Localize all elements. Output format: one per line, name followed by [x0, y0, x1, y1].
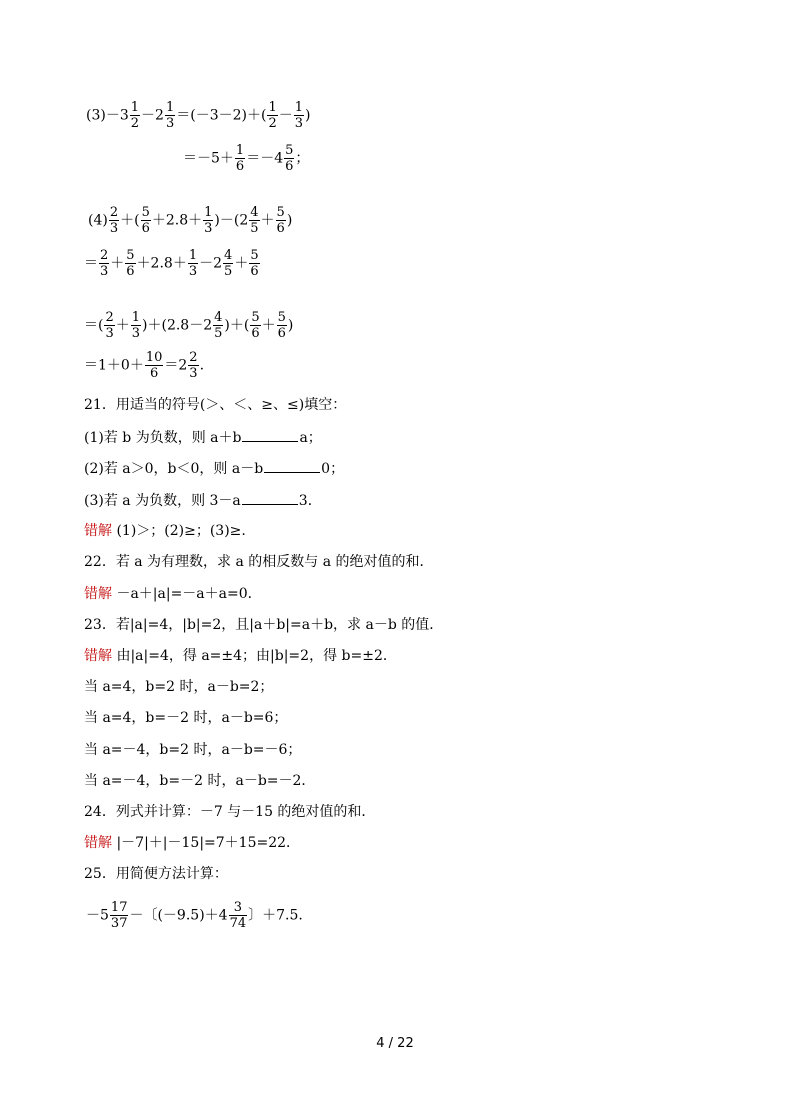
fraction: $\frac{1}{2}$ [130, 100, 140, 131]
problem-4-line-3: ＝( $\frac{2}{3}$ ＋ $\frac{1}{3}$ )＋(2.8－2 $\frac{4}{5}$ )＋( $\frac{5}{6}$ ＋ $\frac{5}{6}$ ) [84, 310, 294, 341]
fraction: $\frac{5}{6}$ [141, 205, 150, 236]
question-23-stem: 23．若|a|=4，|b|=2，且|a＋b|=a＋b，求 a－b 的值． [84, 617, 444, 633]
question-23-case-2: 当 a=4，b=－2 时，a－b=6； [84, 710, 288, 726]
fraction: $\frac{2}{3}$ [100, 248, 109, 279]
fraction: $\frac{1}{6}$ [235, 143, 245, 174]
answer-blank [242, 490, 298, 505]
question-21-item-2: (2)若 a＞0，b＜0，则 a－b 0； [84, 458, 344, 479]
question-25-stem: 25．用简便方法计算： [84, 866, 228, 882]
question-23-case-4: 当 a=－4，b=－2 时，a－b=－2． [84, 773, 316, 789]
wrong-answer-label: 错解 [84, 835, 112, 851]
fraction: $\frac{4}{5}$ [250, 205, 259, 236]
fraction: $\frac{4}{5}$ [224, 248, 233, 279]
fraction: $\frac{3}{74}$ [229, 900, 247, 931]
fraction: $\frac{2}{3}$ [109, 205, 119, 236]
question-23-case-1: 当 a=4，b=2 时，a－b=2； [84, 679, 274, 695]
question-24-wrong-answer: 错解 |－7|＋|－15|=7＋15=22． [84, 835, 301, 851]
fraction: $\frac{5}{6}$ [277, 310, 286, 341]
problem-4-line-4: ＝1＋0＋ $\frac{10}{6}$ ＝2 $\frac{2}{3}$ . [84, 350, 205, 381]
problem-4-line-1: (4) $\frac{2}{3}$ ＋( $\frac{5}{6}$ ＋2.8＋ $\frac{1}{3}$ )－(2 $\frac{4}{5}$ ＋ $\frac{5}{6}$ ) [88, 205, 293, 236]
question-24-stem: 24．列式并计算：－7 与－15 的绝对值的和． [84, 804, 376, 820]
problem-3-line-2: ＝－5＋ $\frac{1}{6}$ ＝－4 $\frac{5}{6}$ ； [183, 143, 310, 174]
fraction: $\frac{1}{3}$ [294, 100, 303, 131]
fraction: $\frac{5}{6}$ [126, 248, 135, 279]
fraction: $\frac{1}{3}$ [165, 100, 175, 131]
question-21-wrong-answer: 错解 (1)＞；(2)≥；(3)≥. [84, 523, 246, 539]
fraction: $\frac{5}{6}$ [250, 248, 259, 279]
fraction: $\frac{1}{3}$ [204, 205, 213, 236]
question-22-stem: 22．若 a 为有理数，求 a 的相反数与 a 的绝对值的和． [84, 554, 434, 570]
fraction: $\frac{5}{6}$ [251, 310, 260, 341]
fraction: $\frac{5}{6}$ [276, 205, 285, 236]
fraction: $\frac{5}{6}$ [285, 143, 294, 174]
fraction: $\frac{1}{3}$ [131, 310, 141, 341]
fraction: $\frac{10}{6}$ [145, 350, 163, 381]
fraction: $\frac{1}{2}$ [268, 100, 277, 131]
fraction: $\frac{1}{3}$ [188, 248, 198, 279]
fraction: $\frac{4}{5}$ [214, 310, 223, 341]
fraction: $\frac{17}{37}$ [110, 900, 128, 931]
question-21-item-1: (1)若 b 为负数，则 a＋b a； [84, 427, 322, 448]
answer-blank [242, 427, 298, 442]
wrong-answer-label: 错解 [84, 648, 112, 664]
problem-4-line-2: ＝ $\frac{2}{3}$ ＋ $\frac{5}{6}$ ＋2.8＋ $\frac{1}{3}$ －2 $\frac{4}{5}$ ＋ $\frac{5}{6}$ [84, 248, 259, 279]
problem-3-line-1: (3)－3 $\frac{1}{2}$ －2 $\frac{1}{3}$ ＝(－3－2)＋( $\frac{1}{2}$ － $\frac{1}{3}$ ) [86, 100, 311, 131]
question-22-wrong-answer: 错解 －a＋|a|=－a＋a=0． [84, 586, 262, 602]
question-21-stem: 21．用适当的符号(＞、＜、≥、≤)填空： [84, 397, 347, 413]
question-23-wrong-answer: 错解 由|a|=4，得 a=±4；由|b|=2，得 b=±2． [84, 648, 397, 664]
fraction: $\frac{2}{3}$ [105, 310, 114, 341]
answer-blank [264, 458, 320, 473]
question-23-case-3: 当 a=－4，b=2 时，a－b=－6； [84, 742, 302, 758]
question-21-item-3: (3)若 a 为负数，则 3－a 3． [84, 490, 322, 511]
page-number: 4 / 22 [376, 1036, 414, 1051]
question-25-expression: －5 $\frac{17}{37}$ －〔(－9.5)＋4 $\frac{3}{74}$ 〕＋7.5. [86, 900, 303, 931]
fraction: $\frac{2}{3}$ [189, 350, 198, 381]
wrong-answer-label: 错解 [84, 523, 112, 539]
wrong-answer-label: 错解 [84, 586, 112, 602]
